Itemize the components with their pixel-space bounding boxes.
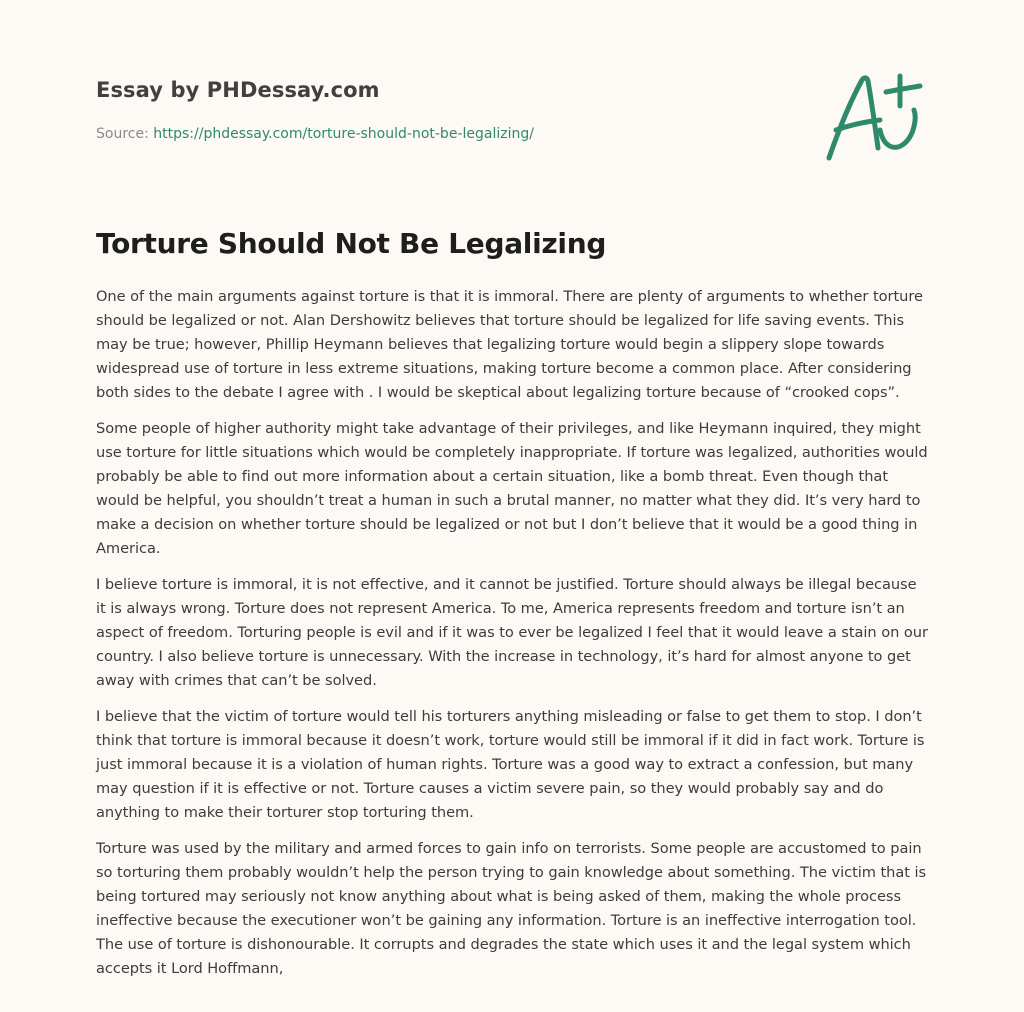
- essay-body: [96, 285, 928, 993]
- source-line: [96, 124, 796, 144]
- site-title: Essay by PHDessay.com: [96, 78, 380, 102]
- source-link[interactable]: https://phdessay.com/torture-should-not-be-legalizing/: [153, 126, 534, 142]
- essay-paragraph: I believe that the victim of torture would tell his torturers anything misleading or false to get them to stop. I don’t think that torture is immoral because it doesn’t work, torture would still be immoral if it did in fact work. Torture is just immoral because it is a violation of human rights. Torture was a good way to extract a confession, but many may question if it is effective or not. Torture causes a victim severe pain, so they would probably say and do anything to make their torturer stop torturing them.: [96, 708, 925, 821]
- essay-paragraph: One of the main arguments against torture is that it is immoral. There are plenty of arguments to whether torture should be legalized or not. Alan Dershowitz believes that torture should be legalized for life saving events. This may be true; however, Phillip Heymann believes that legalizing torture would begin a slippery slope towards widespread use of torture in less extreme situations, making torture become a common place. After considering both sides to the debate I agree with . I would be skeptical about legalizing torture because of “crooked cops”.: [96, 288, 923, 401]
- page-header: [96, 76, 796, 144]
- source-label: Source:: [96, 126, 149, 142]
- essay-paragraph: Some people of higher authority might take advantage of their privileges, and like Heymann inquired, they might use torture for little situations which would be completely inappropriate. If torture was legalized, authorities would probably be able to find out more information about a certain situation, like a bomb threat. Even though that would be helpful, you shouldn’t treat a human in such a brutal manner, no matter what they did. It’s very hard to make a decision on whether torture should be legalized or not but I don’t believe that it would be a good thing in America.: [96, 420, 928, 557]
- essay-title: Torture Should Not Be Legalizing: [96, 227, 607, 260]
- a-plus-grade-icon: [822, 68, 928, 164]
- essay-paragraph: I believe torture is immoral, it is not effective, and it cannot be justified. Torture should always be illegal because it is always wrong. Torture does not represent America. To me, America represents freedom and torture isn’t an aspect of freedom. Torturing people is evil and if it was to ever be legalized I feel that it would leave a stain on our country. I also believe torture is unnecessary. With the increase in technology, it’s hard for almost anyone to get away with crimes that can’t be solved.: [96, 576, 928, 689]
- essay-paragraph: Torture was used by the military and armed forces to gain info on terrorists. Some people are accustomed to pain so torturing them probably wouldn’t help the person trying to gain knowledge about something. The victim that is being tortured may seriously not know anything about what is being asked of them, making the whole process ineffective because the executioner won’t be gaining any information. Torture is an ineffective interrogation tool. The use of torture is dishonourable. It corrupts and degrades the state which uses it and the legal system which accepts it Lord Hoffmann,: [96, 840, 927, 977]
